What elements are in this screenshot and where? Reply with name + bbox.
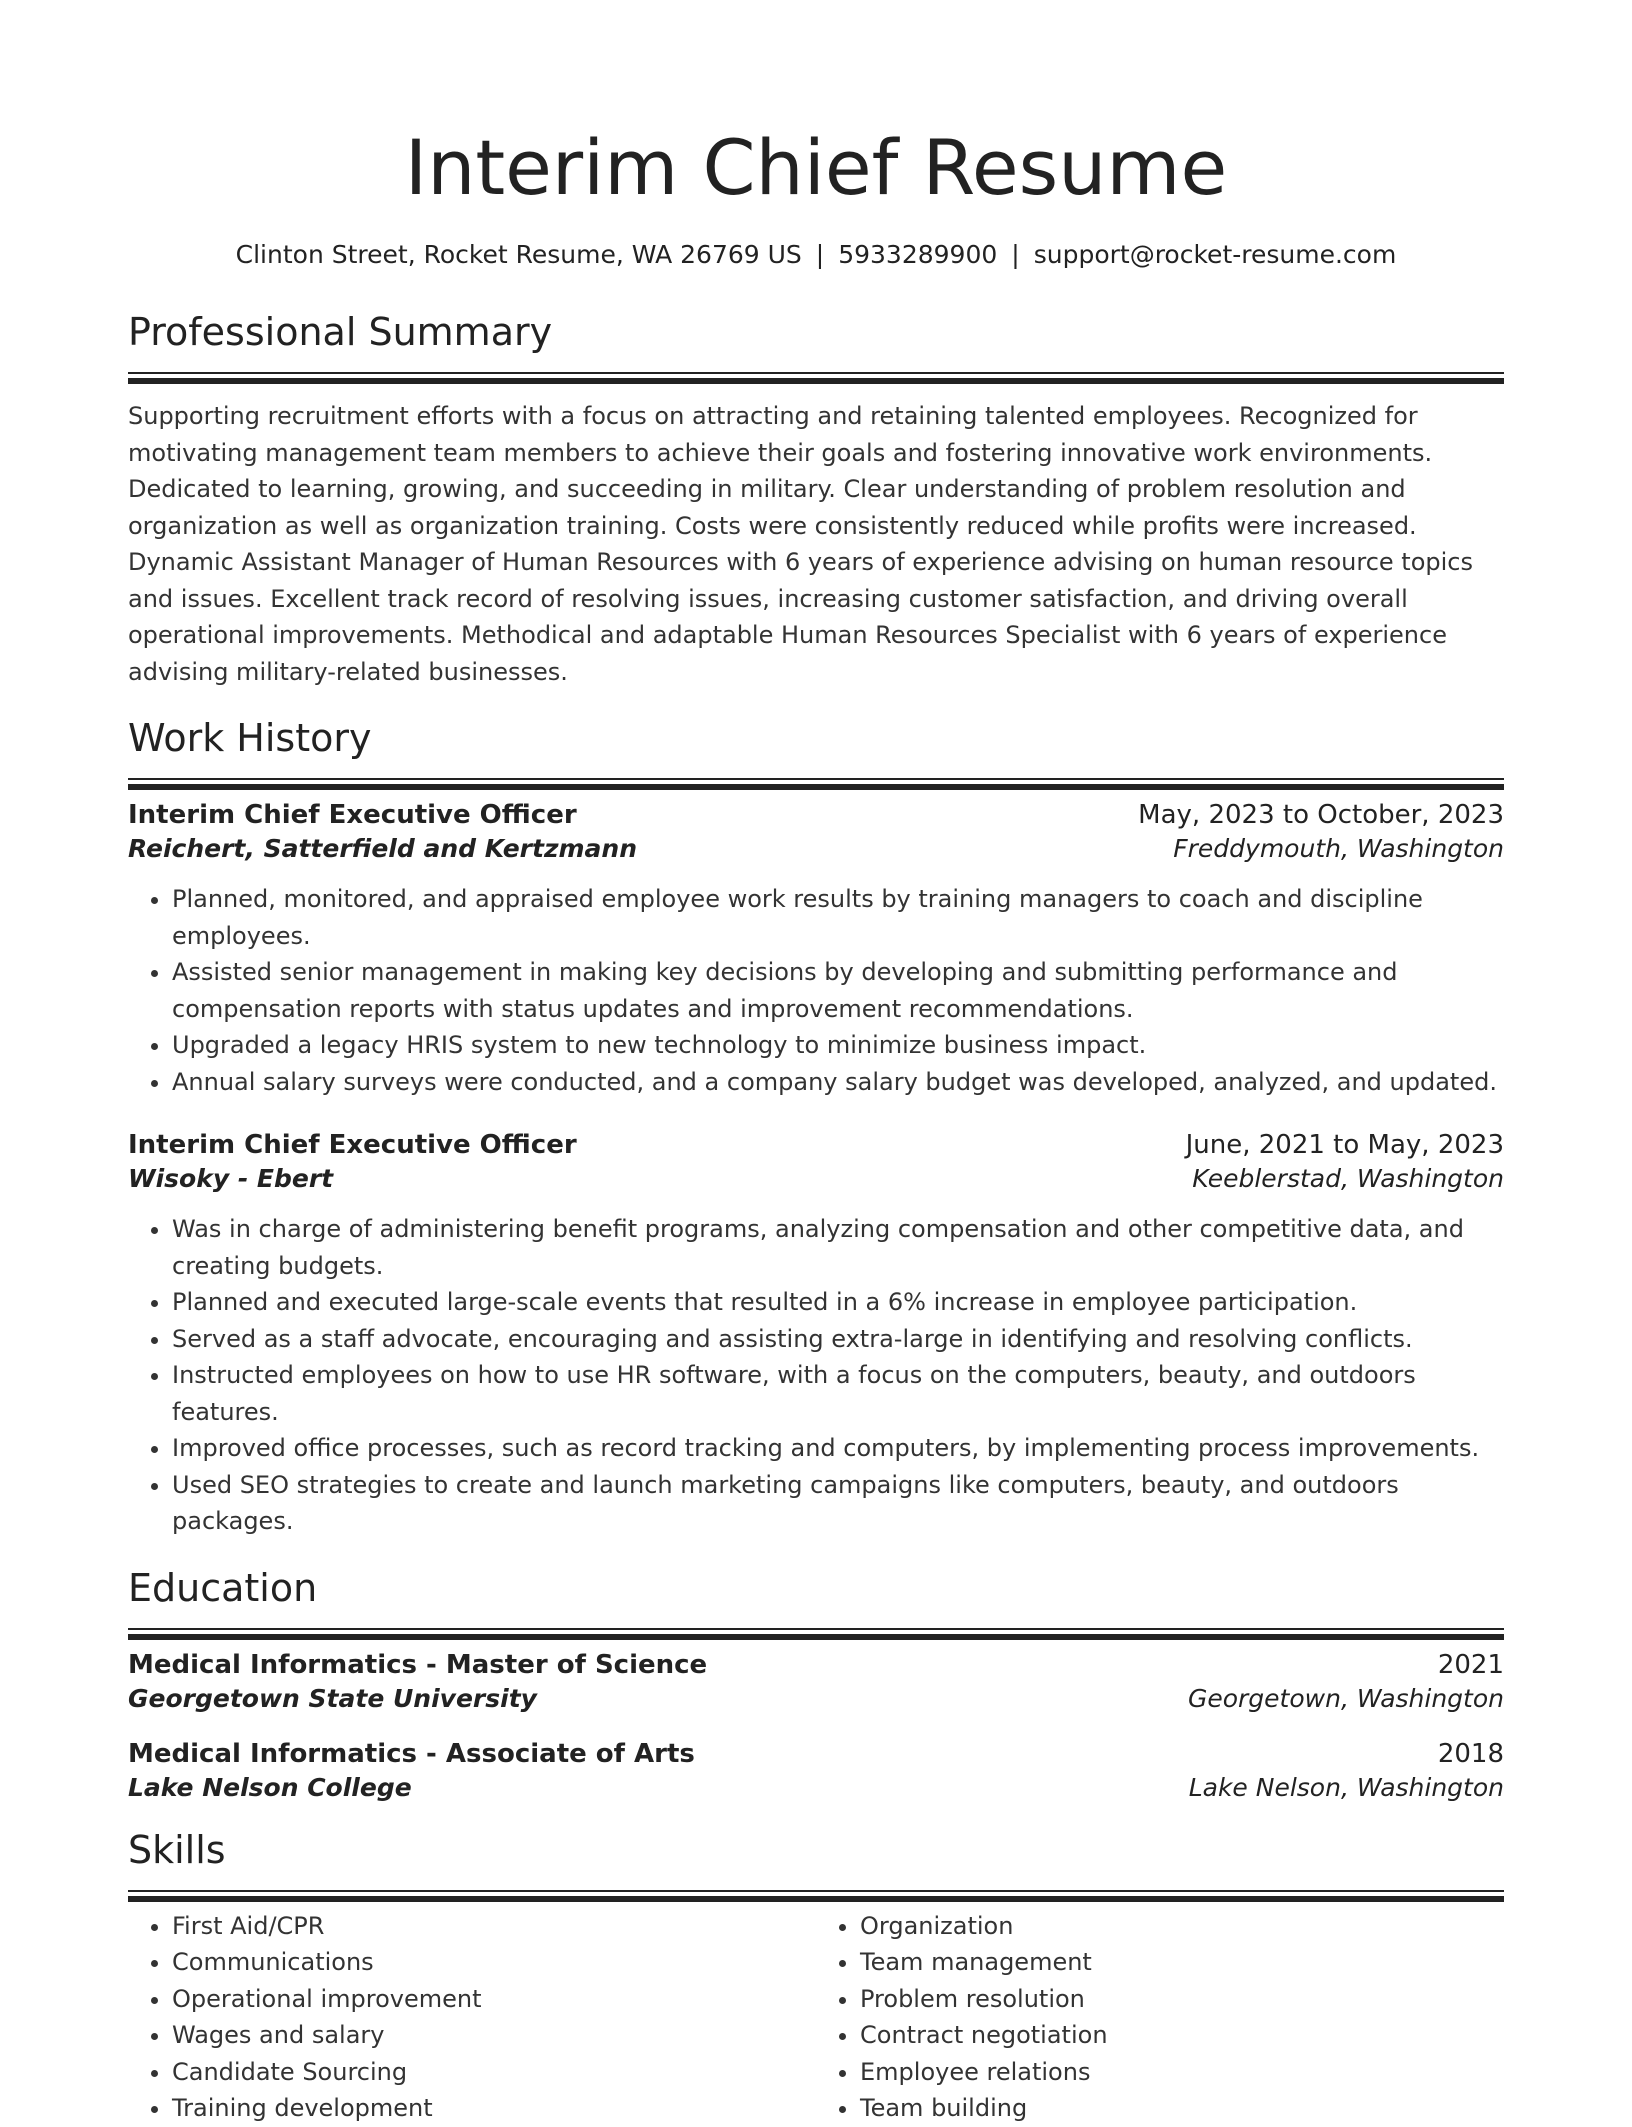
section-divider xyxy=(128,1890,1504,1892)
education-header xyxy=(128,1650,1504,1680)
education-subheader xyxy=(128,1773,1504,1802)
resume-name: Interim Chief Resume xyxy=(404,123,1228,212)
section-title-skills: Skills xyxy=(128,1827,226,1872)
contact-address: Clinton Street, Rocket Resume, WA 26769 US xyxy=(235,240,802,269)
section-divider xyxy=(128,778,1504,780)
list-item: • Assisted senior management in making key decisions by developing and submitting performance and compensation reports with status updates and improvement recommendations. xyxy=(172,954,1504,1027)
work-section xyxy=(128,714,1504,1540)
job-dates: June, 2021 to May, 2023 xyxy=(1185,1130,1504,1160)
education-year: 2021 xyxy=(1437,1649,1504,1680)
skill-item: • Contract negotiation xyxy=(860,2017,1504,2054)
list-item: • Used SEO strategies to create and launch marketing campaigns like computers, beauty, and outdoors packages. xyxy=(172,1467,1504,1540)
job-entry xyxy=(128,800,1504,1100)
section-title-summary: Professional Summary xyxy=(128,310,553,354)
section-title-work: Work History xyxy=(128,716,372,760)
list-item: • Served as a staff advocate, encouraging and assisting extra-large in identifying and resolving conflicts. xyxy=(172,1321,1504,1358)
job-location: Keeblerstad, Washington xyxy=(1192,1164,1504,1193)
skill-item: • Operational improvement xyxy=(172,1981,816,2018)
skills-columns xyxy=(128,1908,1504,2127)
contact-separator: | xyxy=(815,240,825,269)
job-subheader xyxy=(128,1164,1504,1193)
list-item: • Instructed employees on how to use HR software, with a focus on the computers, beauty, and outdoors features. xyxy=(172,1357,1504,1430)
job-dates: May, 2023 to October, 2023 xyxy=(1138,800,1504,830)
contact-phone: 5933289900 xyxy=(838,240,998,269)
skill-item: • Organization xyxy=(860,1908,1504,1945)
job-title: Interim Chief Executive Officer xyxy=(128,800,577,830)
list-item: • Improved office processes, such as record tracking and computers, by implementing process improvements. xyxy=(172,1430,1504,1467)
job-company: Wisoky - Ebert xyxy=(128,1164,334,1193)
list-item: • Planned, monitored, and appraised employee work results by training managers to coach and discipline employees. xyxy=(172,881,1504,954)
education-school: Lake Nelson College xyxy=(128,1772,412,1802)
education-location: Georgetown, Washington xyxy=(1187,1683,1504,1713)
list-item: • Upgraded a legacy HRIS system to new technology to minimize business impact. xyxy=(172,1027,1504,1064)
section-divider xyxy=(128,1628,1504,1630)
skill-item: • Team building xyxy=(860,2090,1504,2127)
resume-page xyxy=(128,0,1504,2127)
skill-item: • Problem resolution xyxy=(860,1981,1504,2018)
skills-section xyxy=(128,1826,1504,2127)
skill-item: • Training development xyxy=(172,2090,816,2127)
job-bullets xyxy=(128,1211,1504,1540)
contact-email: support@rocket-resume.com xyxy=(1033,240,1397,269)
education-degree: Medical Informatics - Associate of Arts xyxy=(128,1738,695,1769)
skill-item: • Employee relations xyxy=(860,2054,1504,2091)
education-section xyxy=(128,1564,1504,1802)
skill-item: • Team management xyxy=(860,1944,1504,1981)
contact-separator: | xyxy=(1011,240,1020,269)
education-subheader xyxy=(128,1684,1504,1713)
skill-item: • Wages and salary xyxy=(172,2017,816,2054)
summary-text: Supporting recruitment efforts with a focus on attracting and retaining talented employees. Recognized for motivating management team members to achieve their goals and fostering innovative work environments. Dedicated to learning, growing, and succeeding in military. Clear understanding of problem resolution and organization as well as organization training. Costs were consistently reduced while profits were increased. Dynamic Assistant Manager of Human Resources with 6 years of experience advising on human resource topics and issues. Excellent track record of resolving issues, increasing customer satisfaction, and driving overall operational improvements. Methodical and adaptable Human Resources Specialist with 6 years of experience advising military-related businesses. xyxy=(128,402,1473,686)
job-subheader xyxy=(128,834,1504,863)
list-item: • Was in charge of administering benefit programs, analyzing compensation and other competitive data, and creating budgets. xyxy=(172,1211,1504,1284)
education-degree: Medical Informatics - Master of Science xyxy=(128,1649,708,1680)
section-title-education: Education xyxy=(128,1565,318,1610)
education-school: Georgetown State University xyxy=(128,1683,537,1713)
job-entry xyxy=(128,1130,1504,1540)
section-divider xyxy=(128,372,1504,374)
skill-item: • First Aid/CPR xyxy=(172,1908,816,1945)
job-location: Freddymouth, Washington xyxy=(1173,834,1504,863)
skill-item: • Candidate Sourcing xyxy=(172,2054,816,2091)
education-entry xyxy=(128,1650,1504,1713)
job-title: Interim Chief Executive Officer xyxy=(128,1130,577,1160)
list-item: • Annual salary surveys were conducted, and a company salary budget was developed, analyzed, and updated. xyxy=(172,1064,1504,1101)
job-header xyxy=(128,1130,1504,1160)
education-header xyxy=(128,1739,1504,1769)
job-header xyxy=(128,800,1504,830)
skills-list-left xyxy=(128,1908,816,2127)
skills-list-right xyxy=(816,1908,1504,2127)
contact-line xyxy=(128,238,1504,272)
education-entry xyxy=(128,1739,1504,1802)
summary-section xyxy=(128,308,1504,690)
list-item: • Planned and executed large-scale events that resulted in a 6% increase in employee participation. xyxy=(172,1284,1504,1321)
job-bullets xyxy=(128,881,1504,1100)
job-company: Reichert, Satterfield and Kertzmann xyxy=(128,834,638,863)
education-location: Lake Nelson, Washington xyxy=(1188,1772,1504,1802)
education-year: 2018 xyxy=(1437,1738,1504,1769)
skill-item: • Communications xyxy=(172,1944,816,1981)
